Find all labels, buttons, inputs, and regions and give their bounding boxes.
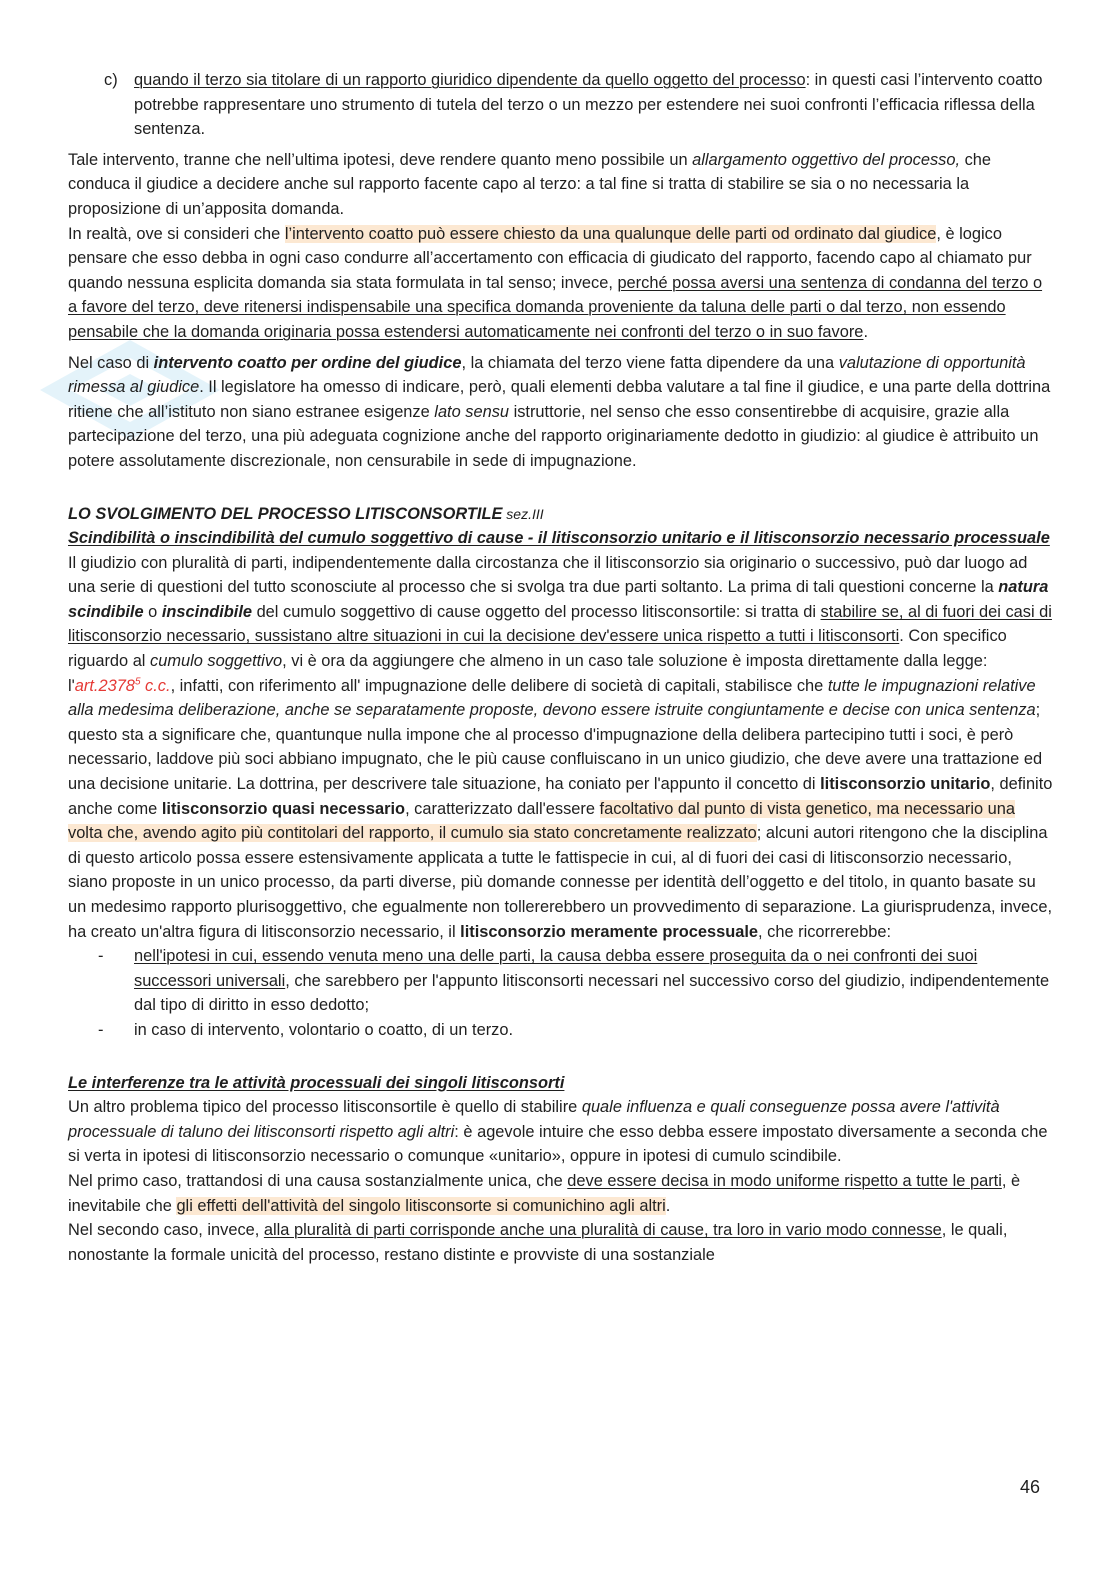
section-ref: sez.III [502, 505, 544, 522]
paragraph-5: Un altro problema tipico del processo litisconsortile è quello di stabilire quale influenza e quali conseguenze possa avere l'attività processuale di taluno dei litisconsorti rispetto agli altri: è agevole intuire che esso debba essere impostato diversamente a seconda che si verta in ipotesi di litisconsorzio necessario o comunque «unitario», oppure in ipotesi di cumulo scindibile. [68, 1098, 1048, 1166]
bullet-item-1: - nell'ipotesi in cui, essendo venuta meno una delle parti, la causa debba essere proseguita da o nei confronti dei suoi successori universali, che sarebbero per l'appunto litisconsorti necessari nel successivo corso del giudizio, indipendentemente dal tipo di diritto in esso dedotto; [68, 944, 1054, 1018]
paragraph-6: Nel primo caso, trattandosi di una causa sostanzialmente unica, che deve essere decisa in modo uniforme rispetto a tutte le parti, è inevitabile che gli effetti dell'attività del singolo litisconsorte si comunichino agli altri. [68, 1171, 1021, 1215]
highlighted-text: l’intervento coatto può essere chiesto da una qualunque delle parti od ordinato dal giudice [284, 224, 937, 243]
list-item-c [68, 68, 1054, 142]
underlined-text: nell'ipotesi in cui, essendo venuta meno una delle parti, la causa debba essere proseguita da o nei confronti dei suoi successori universali [134, 947, 978, 990]
highlighted-text: facoltativo dal punto di vista genetico, ma necessario una volta che, avendo agito più contitolari del rapporto, il cumulo sia stato concretamente realizzato [68, 799, 1016, 843]
paragraph-3: Nel caso di intervento coatto per ordine del giudice, la chiamata del terzo viene fatta dipendere da una valutazione di opportunità rimessa al giudice. Il legislatore ha omesso di indicare, però, quali elementi debba valutare a tal fine il giudice, e una parte della dottrina ritiene che all’istituto non siano estranee esigenze lato sensu istruttorie, nel senso che esso consentirebbe di acquisire, grazie alla partecipazione del terzo, una più adeguata cognizione anche del rapporto originariamente dedotto in giudizio: al giudice è attribuito un potere assolutamente discrezionale, non censurabile in sede di impugnazione. [68, 353, 1051, 470]
section-subtitle-2: Le interferenze tra le attività processuali dei singoli litisconsorti [68, 1073, 565, 1092]
highlighted-text: gli effetti dell'attività del singolo litisconsorte si comunichino agli altri [176, 1196, 666, 1215]
paragraph-1: Tale intervento, tranne che nell’ultima ipotesi, deve rendere quanto meno possibile un allargamento oggettivo del processo, che conduca il giudice a decidere anche sul rapporto facente capo al terzo: a tal fine si tratta di stabilire se sia o no necessaria la proposizione di un’apposita domanda. [68, 150, 992, 218]
underlined-text: quando il terzo sia titolare di un rapporto giuridico dipendente da quello oggetto del processo [134, 71, 806, 89]
bold-italic-text: intervento coatto per ordine del giudice [153, 353, 462, 372]
bullet-item-2: - in caso di intervento, volontario o coatto, di un terzo. [68, 1018, 1054, 1043]
paragraph-4: Il giudizio con pluralità di parti, indipendentemente dalla circostanza che il litisconsorzio sia originario o successivo, può dar luogo ad una serie di questioni del tutto sconosciute al processo che si svolga tra due parti soltanto. La prima di tali questioni concerne la natura scindibile o inscindibile del cumulo soggettivo di cause oggetto del processo litisconsortile: si tratta di stabilire se, al di fuori dei casi di litisconsorzio necessario, sussistano altre situazioni in cui la decisione dev'essere unica rispetto a tutti i litisconsorti. Con specifico riguardo al cumulo soggettivo, vi è ora da aggiungere che almeno in un caso tale soluzione è imposta direttamente dalla legge: l'art.2378$^5$ c.c., infatti, con riferimento all' impugnazione delle delibere di società di capitali, stabilisce che tutte le impugnazioni relative alla medesima deliberazione, anche se separatamente proposte, devono essere istruite congiuntamente e decise con unica sentenza; questo sta a significare che, quantunque nulla impone che al processo d'impugnazione della delibera partecipino tutti i soci, è però necessario, laddove più soci abbiano impugnato, che le più cause confluiscano in un unico giudizio, che deve avere una trattazione ed una decisione unitarie. La dottrina, per descrivere tale situazione, ha coniato per l'appunto il concetto di litisconsorzio unitario, definito anche come litisconsorzio quasi necessario, caratterizzato dall'essere facoltativo dal punto di vista genetico, ma necessario una volta che, avendo agito più contitolari del rapporto, il cumulo sia stato concretamente realizzato; alcuni autori ritengono che la disciplina di questo articolo possa essere estensivamente applicata a tutte le fattispecie in cui, al di fuori dei casi di litisconsorzio necessario, siano proposte in un unico processo, da parti diverse, più domande connesse per identità dell’oggetto e del titolo, in quanto basate su un medesimo rapporto plurisoggettivo, che egualmente non tollererebbero un provvedimento di separazione. La giurisprudenza, invece, ha creato un'altra figura di litisconsorzio necessario, il litisconsorzio meramente processuale, che ricorrerebbe: [68, 553, 1053, 941]
list-item-text: quando il terzo sia titolare di un rapporto giuridico dipendente da quello oggetto del processo: in questi casi l’intervento coatto potrebbe rappresentare uno strumento di tutela del terzo o un mezzo per estendere nei suoi confronti l’efficacia riflessa della sentenza. [134, 71, 1043, 139]
italic-text: allargamento oggettivo del processo, [692, 150, 961, 169]
page-number: 46 [1020, 1477, 1041, 1497]
bullet-marker: - [98, 947, 104, 966]
section-subtitle: Scindibilità o inscindibilità del cumulo soggettivo di cause - il litisconsorzio unitario e il litisconsorzio necessario processuale [68, 529, 1050, 548]
paragraph-2: In realtà, ove si consideri che l’intervento coatto può essere chiesto da una qualunque delle parti od ordinato dal giudice, è logico pensare che esso debba in ogni caso condurre all’accertamento con efficacia di giudicato del rapporto, facendo capo al chiamato pur quando nessuna esplicita domanda sia stata formulata in tal senso; invece, perché possa aversi una sentenza di condanna del terzo o a favore del terzo, deve ritenersi indispensabile una specifica domanda proveniente da taluna delle parti o dal terzo, non essendo pensabile che la domanda originaria possa estendersi automaticamente nei confronti del terzo o in suo favore. [68, 224, 1043, 341]
underlined-text: stabilire se, al di fuori dei casi di litisconsorzio necessario, sussistano altre situazioni in cui la decisione dev'essere unica rispetto a tutti i litisconsorti [68, 602, 1052, 646]
section-title: LO SVOLGIMENTO DEL PROCESSO LITISCONSORTILE sez.III [68, 504, 544, 523]
document-page [68, 68, 1054, 1267]
article-link[interactable]: art.2378$^5$ c.c. [74, 676, 171, 695]
underlined-text: deve essere decisa in modo uniforme rispetto a tutte le parti [567, 1171, 1002, 1190]
underlined-text: perché possa aversi una sentenza di condanna del terzo o a favore del terzo, deve ritenersi indispensabile una specifica domanda proveniente da taluna delle parti o dal terzo, non essendo pensabile che la domanda originaria possa estendersi automaticamente nei confronti del terzo o in suo favore [68, 273, 1043, 341]
paragraph-7: Nel secondo caso, invece, alla pluralità di parti corrisponde anche una pluralità di cause, tra loro in vario modo connesse, le quali, nonostante la formale unicità del processo, restano distinte e provviste di una sostanziale [68, 1221, 1008, 1264]
list-marker: c) [104, 71, 118, 89]
bullet-marker: - [98, 1020, 104, 1039]
underlined-text: alla pluralità di parti corrisponde anche una pluralità di cause, tra loro in vario modo connesse [263, 1221, 942, 1240]
